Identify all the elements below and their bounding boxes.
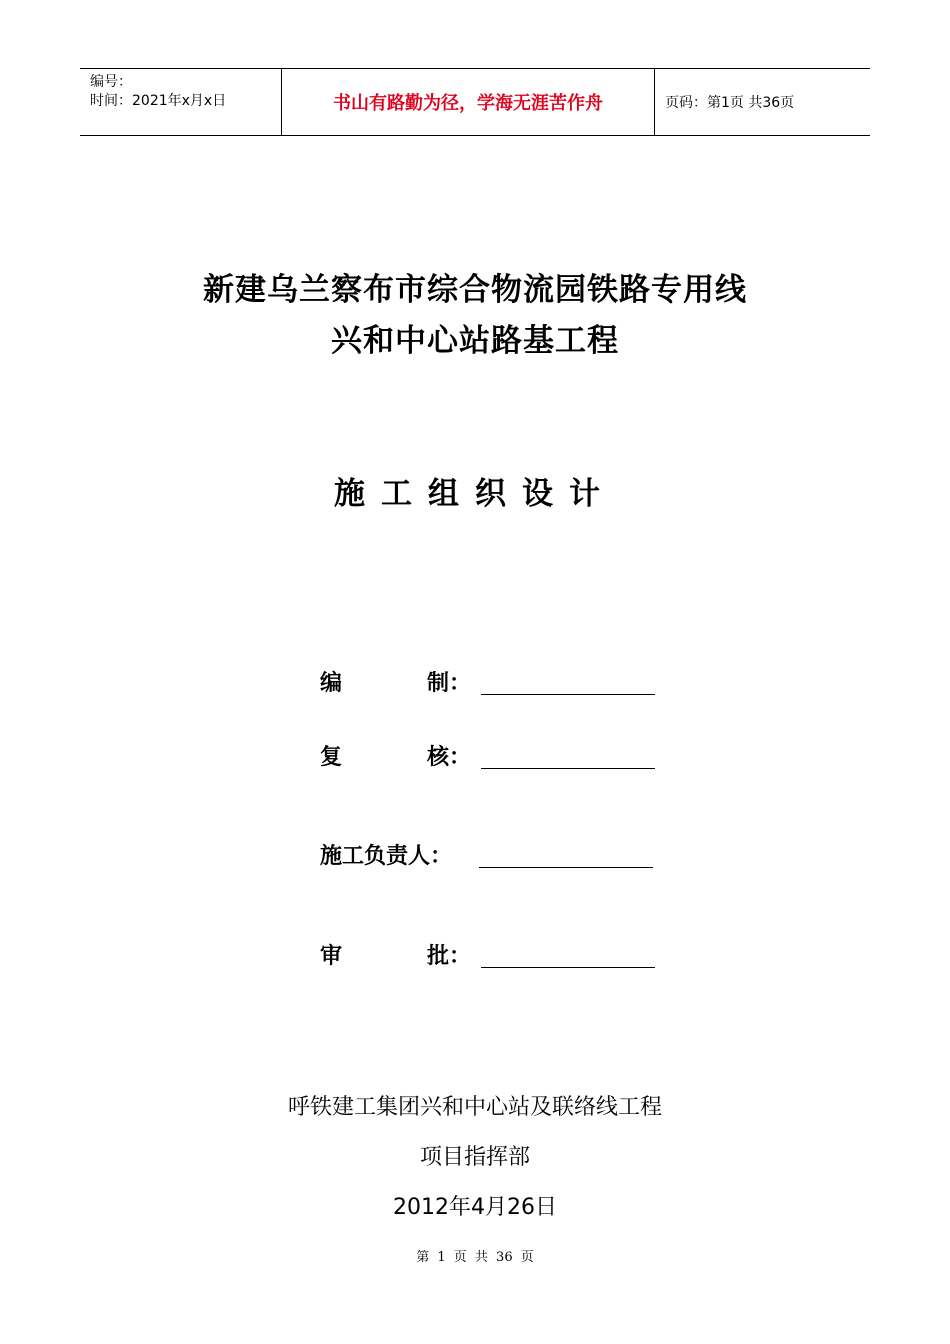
signature-label: 施工负责人： — [320, 844, 453, 869]
signature-blank-line — [481, 694, 655, 695]
signature-row-construction-lead — [320, 841, 680, 873]
signature-label-end: 核： — [427, 745, 472, 770]
signature-row-approver — [320, 941, 680, 973]
header-page-info: 页码：第1页 共36页 — [665, 95, 795, 111]
page-footer: 第 1 页 共 36 页 — [416, 1250, 534, 1265]
document-subtitle: 施工组织设计 — [334, 476, 616, 512]
document-title-line-2: 兴和中心站路基工程 — [331, 323, 619, 359]
signature-row-compiler — [320, 668, 680, 700]
header-motto: 书山有路勤为径，学海无涯苦作舟 — [281, 69, 655, 135]
organization-line-1: 呼铁建工集团兴和中心站及联络线工程 — [287, 1095, 662, 1120]
signature-label-end: 制： — [427, 671, 472, 696]
document-date: 2012年4月26日 — [393, 1195, 557, 1220]
document-title-line-1: 新建乌兰察布市综合物流园铁路专用线 — [203, 272, 747, 308]
signature-row-reviewer — [320, 742, 680, 774]
signature-blank-line — [481, 967, 655, 968]
signature-blank-line — [479, 867, 653, 868]
signature-label-end: 批： — [427, 944, 472, 969]
signature-blank-line — [481, 768, 655, 769]
document-time: 时间：2021年x月x日 — [90, 93, 227, 109]
header-table — [80, 68, 870, 136]
signature-label-start: 编 — [320, 671, 343, 696]
signature-label-start: 审 — [320, 944, 343, 969]
document-number: 编号： — [90, 74, 132, 90]
header-left-cell — [80, 69, 281, 135]
signature-label-start: 复 — [320, 745, 343, 770]
organization-line-2: 项目指挥部 — [419, 1145, 530, 1170]
